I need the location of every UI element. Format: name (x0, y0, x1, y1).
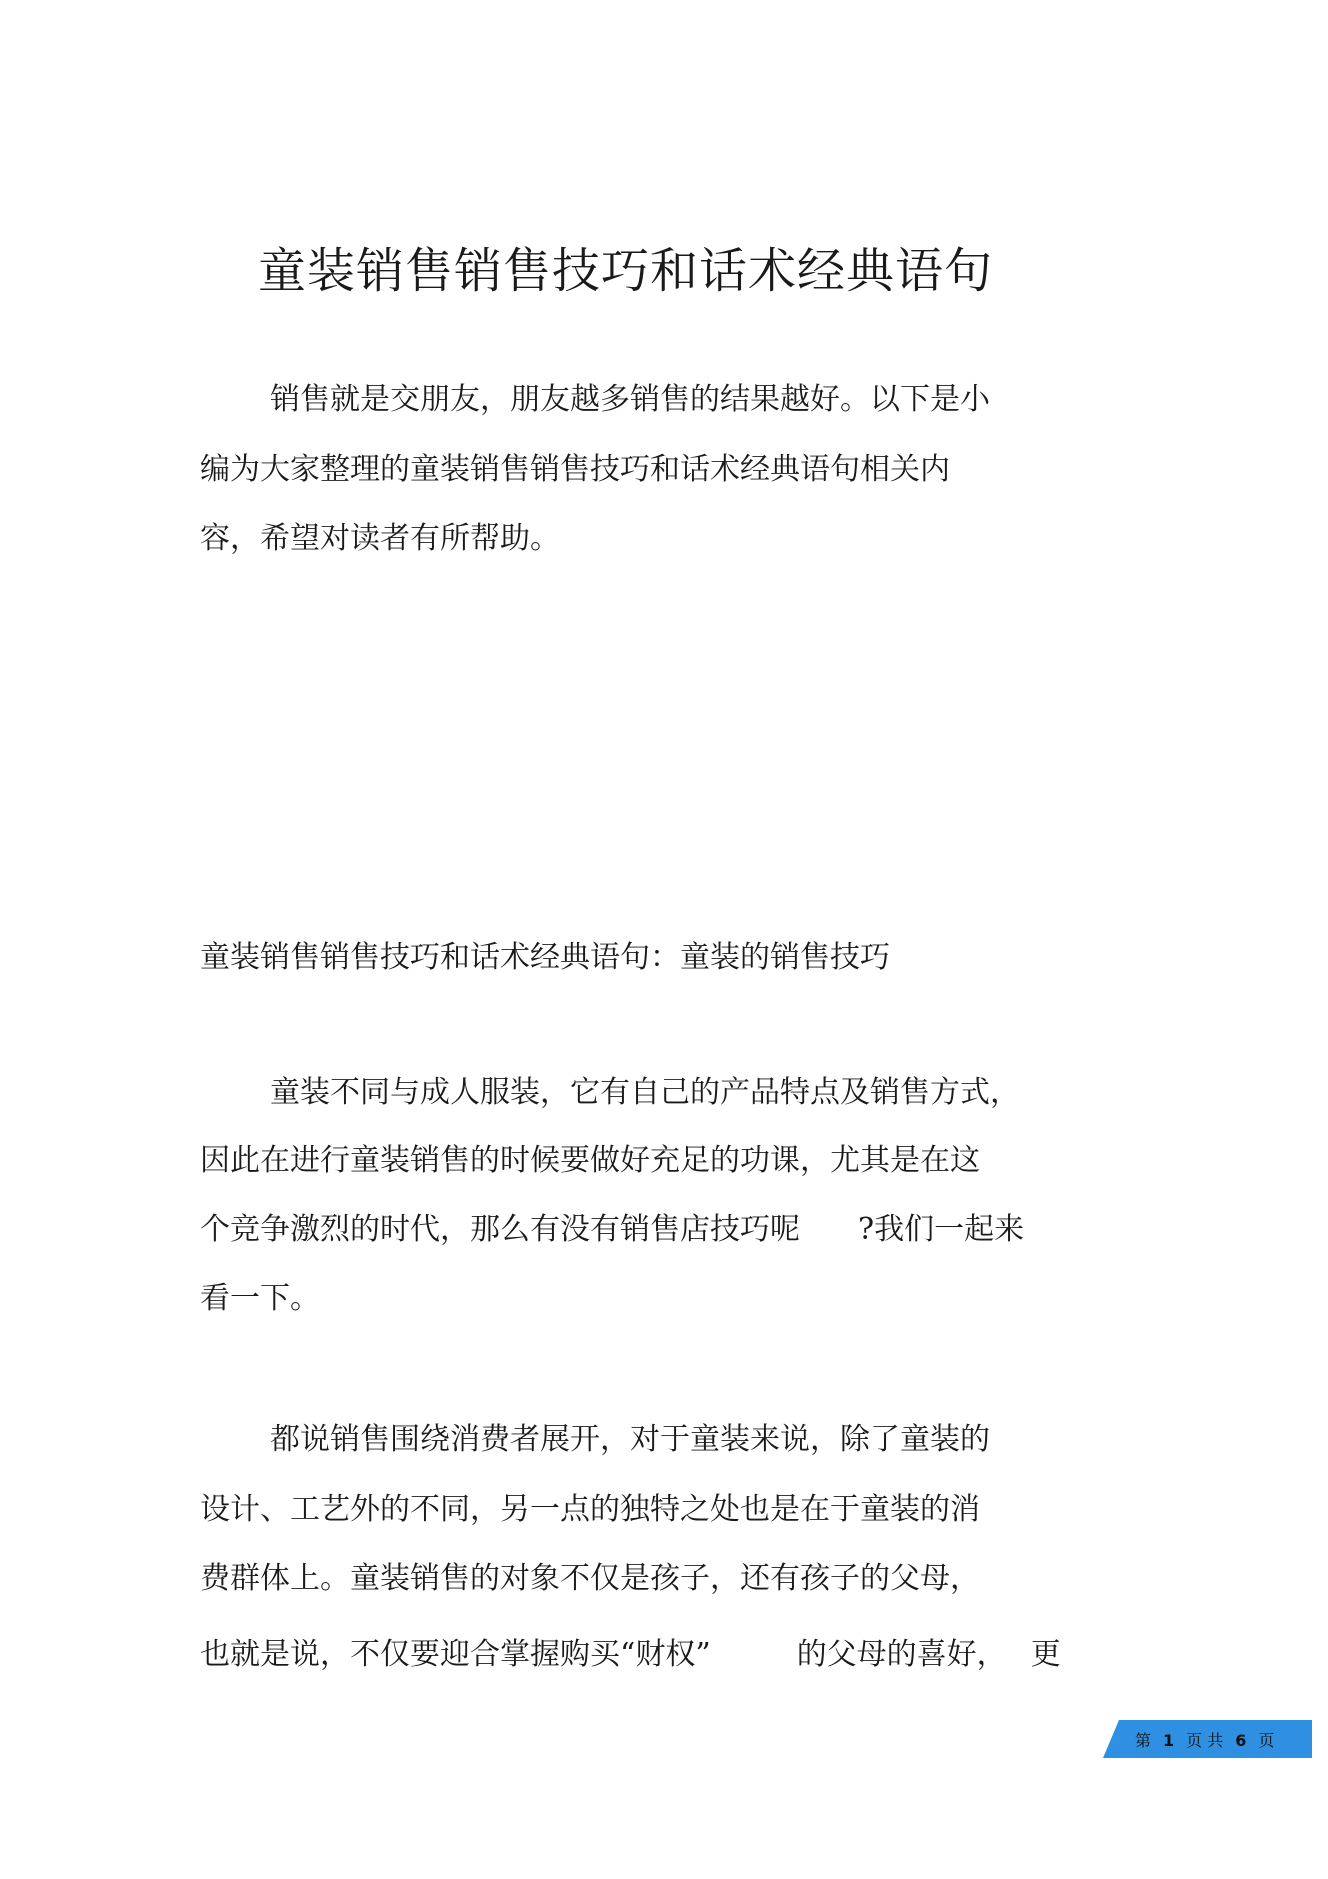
para1-line-1: 童装不同与成人服装，它有自己的产品特点及销售方式， (270, 1075, 1020, 1110)
para2-line-3: 费群体上。童装销售的对象不仅是孩子，还有孩子的父母， (200, 1561, 980, 1596)
para1-line-4: 看一下。 (200, 1281, 320, 1316)
para2-line-2: 设计、工艺外的不同，另一点的独特之处也是在于童装的消 (200, 1492, 980, 1527)
intro-line-2: 编为大家整理的童装销售销售技巧和话术经典语句相关内 (200, 452, 950, 487)
intro-line-1: 销售就是交朋友，朋友越多销售的结果越好。以下是小 (270, 382, 990, 417)
para2-line-4-part-b: 的父母的喜好， (796, 1637, 1007, 1672)
current-page-number: 1 (1163, 1731, 1175, 1750)
para2-line-1: 都说销售围绕消费者展开，对于童装来说，除了童装的 (270, 1422, 990, 1457)
page-number-indicator (1135, 1728, 1274, 1751)
document-title: 童装销售销售技巧和话术经典语句 (258, 243, 994, 299)
page-prefix: 第 (1135, 1731, 1152, 1750)
total-pages-number: 6 (1235, 1731, 1247, 1750)
para1-line-2: 因此在进行童装销售的时候要做好充足的功课，尤其是在这 (200, 1143, 980, 1178)
intro-line-3: 容，希望对读者有所帮助。 (200, 521, 560, 556)
para1-line-3 (200, 1212, 1025, 1247)
para1-line-3-part-a: 个竞争激烈的时代，那么有没有销售店技巧呢 (200, 1212, 800, 1247)
section-heading: 童装销售销售技巧和话术经典语句：童装的销售技巧 (200, 940, 890, 975)
para2-line-4-part-a: 也就是说，不仅要迎合掌握购买“财权” (200, 1637, 711, 1672)
para1-line-3-part-b: ?我们一起来 (858, 1212, 1025, 1247)
page-middle-text: 页 共 (1186, 1731, 1224, 1750)
page-suffix: 页 (1258, 1731, 1275, 1750)
para2-line-4 (200, 1637, 1061, 1672)
para2-line-4-part-c: 更 (1030, 1637, 1061, 1672)
